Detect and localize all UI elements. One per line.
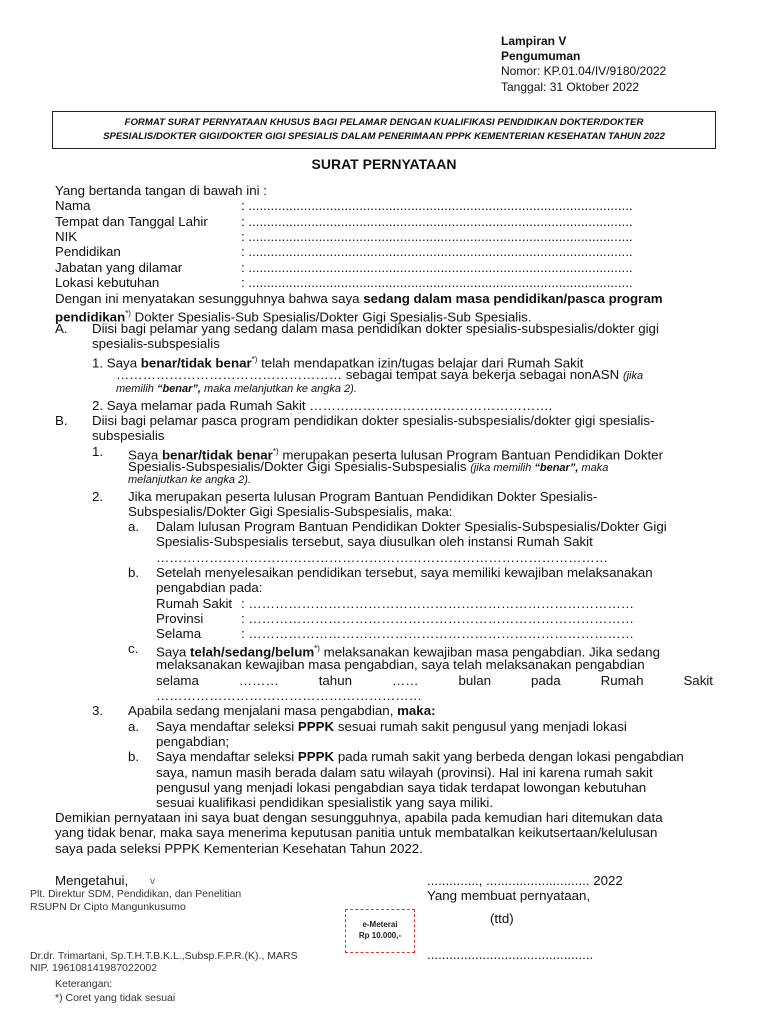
- section-a-item1-line1: 1. Saya benar/tidak benar*) telah mendapatkan izin/tugas belajar dari Rumah Sakit: [92, 355, 584, 371]
- rs-label: Rumah Sakit: [156, 596, 233, 611]
- sub3-b-line2: saya, namun masih berada dalam satu wilayah (provinsi). Hal ini karena rumah sakit: [156, 765, 653, 780]
- section-a-item1-line2: …………………………………………… sebagai tempat saya bekerja sebagai nonASN (jika: [116, 367, 644, 382]
- jabatan-line1: Plt. Direktur SDM, Pendidikan, dan Penelitian: [30, 888, 242, 900]
- selama-label: Selama: [156, 626, 202, 641]
- format-heading-line2: SPESIALIS/DOKTER GIGI/DOKTER GIGI SPESIALIS DALAM PENERIMAAN PPPK KEMENTERIAN KESEHATAN TAHUN 2022: [103, 131, 665, 142]
- closing-line3: saya pada seleksi PPPK Kementerian Kesehatan Tahun 2022.: [55, 841, 423, 856]
- signer-name: Dr.dr. Trimartani, Sp.T.H.T.B.K.L.,Subsp.F.P.R.(K)., MARS: [30, 950, 298, 962]
- section-a-item1-note: memilih “benar”, maka melanjutkan ke angka 2).: [116, 383, 357, 395]
- sub3-a-line2: pengabdian;: [156, 734, 230, 749]
- format-heading-line1: FORMAT SURAT PERNYATAAN KHUSUS BAGI PELAMAR DENGAN KUALIFIKASI PENDIDIKAN DOKTER/DOKTER: [124, 117, 644, 128]
- meterai-label: e-Meterai: [362, 920, 398, 929]
- sub-c-line1: Saya telah/sedang/belum*) melaksanakan kewajiban masa pengabdian. Jika sedang: [156, 644, 660, 660]
- section-b-num3: 3.: [92, 703, 104, 718]
- sub-b-line2: pengabdian pada:: [156, 580, 263, 595]
- field-label-lokasi: Lokasi kebutuhan: [55, 275, 160, 290]
- sub3-b-line3: pengusul yang menjadi lokasi pengabdian saya tidak terdapat lowongan kebutuhan: [156, 780, 647, 795]
- keterangan-item: *) Coret yang tidak sesuai: [55, 992, 176, 1004]
- lampiran-label: Lampiran V: [501, 34, 567, 48]
- sub-a-line2: Spesialis-Subspesialis tersebut, saya diusulkan oleh instansi Rumah Sakit: [156, 534, 593, 549]
- signature-line: .............................................: [427, 947, 594, 962]
- statement-line2: pendidikan*) Dokter Spesialis-Sub Spesialis/Dokter Gigi Spesialis-Sub Spesialis.: [55, 309, 532, 325]
- sub-a-line3: …………………………………………………………………………………………: [156, 550, 609, 565]
- sub3-b-line4: sesuai kualifikasi pendidikan spesialistik yang saya miliki.: [156, 795, 494, 810]
- section-b-item2-line2: Subspesialis/Dokter Gigi Spesialis-Subspesialis, maka:: [128, 504, 453, 519]
- section-b-item3: Apabila sedang menjalani masa pengabdian, maka:: [128, 703, 436, 718]
- section-b-item1-line2: Spesialis-Subspesialis/Dokter Gigi Spesialis-Subspesialis (jika memilih “benar”, maka: [128, 459, 609, 474]
- signer-nip: NIP. 196108141987022002: [30, 962, 158, 974]
- field-label-nik: NIK: [55, 229, 78, 244]
- field-label-jabatan: Jabatan yang dilamar: [55, 260, 183, 275]
- format-heading-box: [52, 111, 716, 149]
- field-value-jabatan: : ........................................................................................................: [241, 260, 633, 275]
- sub-a-line1: Dalam lulusan Program Bantuan Pendidikan Dokter Spesialis-Subspesialis/Dokter Gigi: [156, 519, 667, 534]
- field-value-ttl: : ........................................................................................................: [241, 214, 633, 229]
- intro-text: Yang bertanda tangan di bawah ini :: [55, 183, 267, 198]
- section-b-item1-line3: melanjutkan ke angka 2).: [128, 474, 251, 486]
- section-a-line1: Diisi bagi pelamar yang sedang dalam masa pendidikan dokter spesialis-subspesialis/dokter gigi: [92, 321, 659, 336]
- check-mark-icon: v: [150, 876, 155, 887]
- sub-c-line2: melaksanakan kewajiban masa pengabdian, saya telah melaksanakan pengabdian: [156, 657, 645, 672]
- section-b-item1-line1: Saya benar/tidak benar*) merupakan peserta lulusan Program Bantuan Pendidikan Dokter: [128, 447, 663, 463]
- field-value-lokasi: : ........................................................................................................: [241, 275, 633, 290]
- nomor-label: Nomor: KP.01.04/IV/9180/2022: [501, 64, 667, 78]
- provinsi-value: : ……………………………………………………………………………: [241, 611, 634, 626]
- statement-line1: Dengan ini menyatakan sesungguhnya bahwa saya sedang dalam masa pendidikan/pasca program: [55, 291, 663, 306]
- place-date: .............., ............................ 2022: [427, 873, 623, 888]
- section-b-line1: Diisi bagi pelamar pasca program pendidikan dokter spesialis-subspesialis/dokter gigi spesialis-: [92, 413, 655, 428]
- selama-value: : ……………………………………………………………………………: [241, 626, 634, 641]
- sub3-a-marker: a.: [128, 719, 140, 734]
- sub-c-marker: c.: [128, 641, 139, 656]
- section-b-num1: 1.: [92, 444, 104, 459]
- section-a-marker: A.: [55, 321, 68, 336]
- jabatan-line2: RSUPN Dr Cipto Mangunkusumo: [30, 901, 186, 913]
- sub-c-line4: ……………………………………………………: [156, 688, 422, 703]
- field-label-nama: Nama: [55, 198, 91, 213]
- yang-membuat-label: Yang membuat pernyataan,: [427, 888, 591, 903]
- section-b-line2: subspesialis: [92, 428, 165, 443]
- e-meterai-stamp: [345, 909, 415, 953]
- field-label-ttl: Tempat dan Tanggal Lahir: [55, 214, 208, 229]
- sub-b-line1: Setelah menyelesaikan pendidikan tersebut, saya memiliki kewajiban melaksanakan: [156, 565, 653, 580]
- ttd-label: (ttd): [490, 911, 514, 926]
- sub-b-marker: b.: [128, 565, 140, 580]
- closing-line2: yang tidak benar, maka saya menerima keputusan panitia untuk membatalkan keikutsertaan/kelulusan: [55, 825, 658, 840]
- field-value-nik: : ........................................................................................................: [241, 229, 633, 244]
- sub3-b-line1: Saya mendaftar seleksi PPPK pada rumah sakit yang berbeda dengan lokasi pengabdian: [156, 749, 684, 764]
- page-title: SURAT PERNYATAAN: [311, 156, 457, 172]
- pengumuman-label: Pengumuman: [501, 49, 581, 63]
- keterangan-label: Keterangan:: [55, 978, 113, 990]
- field-value-nama: : ........................................................................................................: [241, 198, 633, 213]
- closing-line1: Demikian pernyataan ini saya buat dengan sesungguhnya, apabila pada kemudian hari ditemukan data: [55, 810, 663, 825]
- sub3-a-line1: Saya mendaftar seleksi PPPK sesuai rumah sakit pengusul yang menjadi lokasi: [156, 719, 627, 734]
- rs-value: : ……………………………………………………………………………: [241, 596, 634, 611]
- meterai-value: Rp 10.000,-: [358, 931, 402, 940]
- field-label-pendidikan: Pendidikan: [55, 244, 121, 259]
- tanggal-label: Tanggal: 31 Oktober 2022: [501, 80, 640, 94]
- sub-c-line3: selama ……… tahun …… bulan pada Rumah Sakit: [156, 673, 713, 688]
- section-b-marker: B.: [55, 413, 68, 428]
- sub-a-marker: a.: [128, 519, 140, 534]
- section-b-num2: 2.: [92, 489, 104, 504]
- mengetahui-label: Mengetahui,: [55, 873, 129, 888]
- sub3-b-marker: b.: [128, 749, 140, 764]
- provinsi-label: Provinsi: [156, 611, 204, 626]
- section-a-item2: 2. Saya melamar pada Rumah Sakit ……………………………………………….: [92, 398, 553, 413]
- section-b-item2-line1: Jika merupakan peserta lulusan Program Bantuan Pendidikan Dokter Spesialis-: [128, 489, 598, 504]
- section-a-line2: spesialis-subspesialis: [92, 336, 220, 351]
- field-value-pendidikan: : ........................................................................................................: [241, 244, 633, 259]
